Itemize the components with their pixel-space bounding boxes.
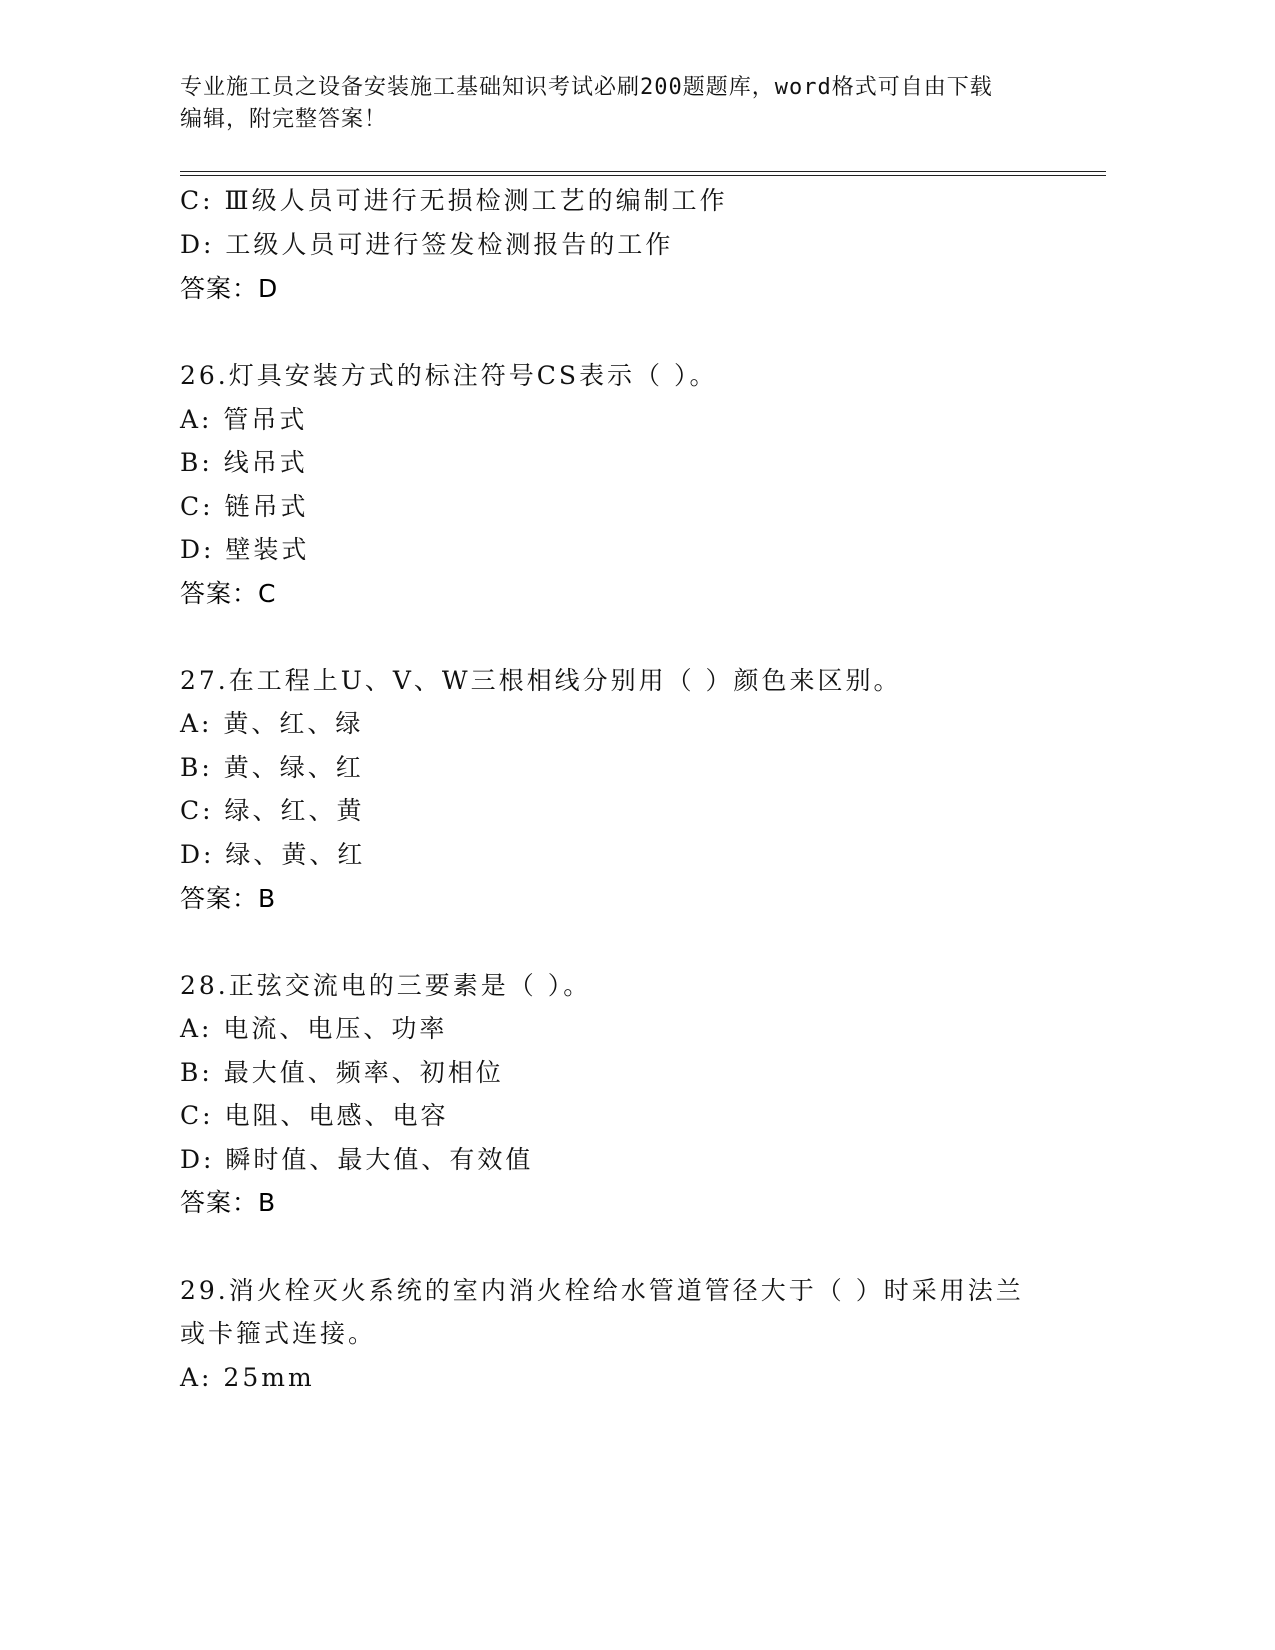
- q28-stem: 28.正弦交流电的三要素是（ ）。: [180, 971, 592, 1000]
- q29-option-a: A: 25mm: [180, 1363, 315, 1392]
- header-line-1: 专业施工员之设备安装施工基础知识考试必刷200题题库，word格式可自由下载: [180, 75, 993, 100]
- q28-option-c: C: 电阻、电感、电容: [180, 1101, 449, 1130]
- q26-option-c: C: 链吊式: [180, 492, 309, 521]
- document-header: [180, 72, 1060, 136]
- q25-option-d: D: 工级人员可进行签发检测报告的工作: [180, 230, 674, 259]
- header-line-2: 编辑，附完整答案！: [180, 107, 388, 132]
- header-divider-top: [180, 171, 1106, 172]
- q27-option-a: A: 黄、红、绿: [180, 709, 364, 738]
- q27-answer: 答案：B: [180, 884, 277, 913]
- q27-option-d: D: 绿、黄、红: [180, 840, 366, 869]
- q28-option-a: A: 电流、电压、功率: [180, 1014, 448, 1043]
- q26-stem: 26.灯具安装方式的标注符号CS表示（ ）。: [180, 361, 718, 390]
- q27-option-b: B: 黄、绿、红: [180, 753, 364, 782]
- q27-option-c: C: 绿、红、黄: [180, 796, 365, 825]
- q27-stem: 27.在工程上U、V、W三根相线分别用（ ）颜色来区别。: [180, 666, 902, 695]
- q26-option-d: D: 壁装式: [180, 535, 310, 564]
- q26-option-a: A: 管吊式: [180, 405, 308, 434]
- q25-answer: 答案：D: [180, 274, 279, 303]
- q25-option-c: C: Ⅲ级人员可进行无损检测工艺的编制工作: [180, 186, 728, 215]
- q28-answer: 答案：B: [180, 1188, 277, 1217]
- q28-option-d: D: 瞬时值、最大值、有效值: [180, 1145, 534, 1174]
- q26-answer: 答案：C: [180, 579, 277, 608]
- q28-option-b: B: 最大值、频率、初相位: [180, 1058, 504, 1087]
- header-divider-bottom: [180, 175, 1106, 176]
- q29-stem-line-2: 或卡箍式连接。: [180, 1319, 377, 1348]
- q26-option-b: B: 线吊式: [180, 448, 308, 477]
- q29-stem-line-1: 29.消火栓灭火系统的室内消火栓给水管道管径大于（ ）时采用法兰: [180, 1276, 1024, 1305]
